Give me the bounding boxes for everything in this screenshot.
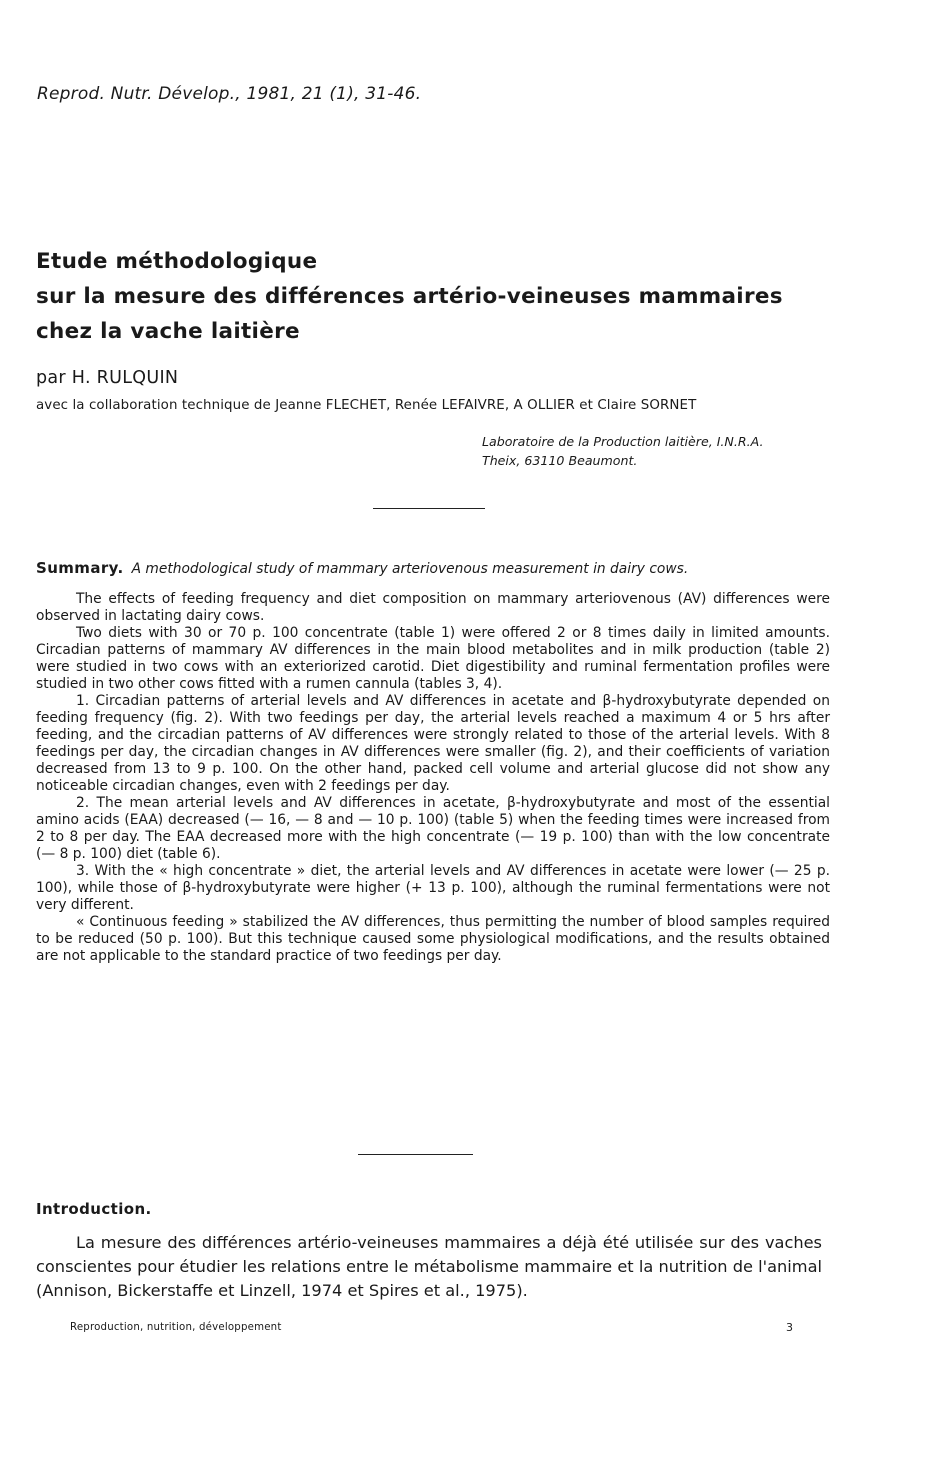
summary-subtitle: A methodological study of mammary arteriovenous measurement in dairy cows. <box>131 561 689 577</box>
introduction-section <box>36 1231 822 1303</box>
title-line-2: sur la mesure des différences artério-veineuses mammaires <box>36 284 783 309</box>
affiliation-line-2: Theix, 63110 Beaumont. <box>482 453 638 468</box>
summary-paragraph: 1. Circadian patterns of arterial levels and AV differences in acetate and β-hydroxybutyrate depended on feeding frequency (fig. 2). With two feedings per day, the arterial levels reached a maximum 4 or 5 hrs after feeding, and the circadian patterns of AV differences were strongly related to those of the arterial levels. With 8 feedings per day, the circadian changes in AV differences were smaller (fig. 2), and their coefficients of variation decreased from 13 to 9 p. 100. On the other hand, packed cell volume and arterial glucose did not show any noticeable circadian changes, even with 2 feedings per day. <box>36 693 830 794</box>
summary-paragraph: Two diets with 30 or 70 p. 100 concentrate (table 1) were offered 2 or 8 times daily in limited amounts. Circadian patterns of mammary AV differences in the main blood metabolites and in milk production (table 2) were studied in two cows with an exteriorized carotid. Diet digestibility and ruminal fermentation profiles were studied in two other cows fitted with a rumen cannula (tables 3, 4). <box>36 625 830 692</box>
author-line: par H. RULQUIN <box>36 368 179 388</box>
title-line-3: chez la vache laitière <box>36 319 300 344</box>
summary-section <box>36 560 830 965</box>
journal-citation: Reprod. Nutr. Dévelop., 1981, 21 (1), 31-46. <box>37 84 422 104</box>
summary-paragraph: « Continuous feeding » stabilized the AV differences, thus permitting the number of blood samples required to be reduced (50 p. 100). But this technique caused some physiological modifications, and the results obtained are not applicable to the standard practice of two feedings per day. <box>36 914 830 964</box>
introduction-heading: Introduction. <box>36 1200 152 1218</box>
introduction-paragraph: La mesure des différences artério-veineuses mammaires a déjà été utilisée sur des vaches conscientes pour étudier les relations entre le métabolisme mammaire et la nutrition de l'animal (Annison, Bickerstaffe et Linzell, 1974 et Spires et al., 1975). <box>36 1233 822 1300</box>
summary-paragraph: The effects of feeding frequency and diet composition on mammary arteriovenous (AV) differences were observed in lactating dairy cows. <box>36 591 830 624</box>
paper-title <box>36 244 836 349</box>
section-divider <box>373 508 485 509</box>
summary-label: Summary. <box>36 559 124 577</box>
summary-paragraph: 2. The mean arterial levels and AV differences in acetate, β-hydroxybutyrate and most of the essential amino acids (EAA) decreased (— 16, — 8 and — 10 p. 100) (table 5) when the feeding times were increased from 2 to 8 per day. The EAA decreased more with the high concentrate (— 19 p. 100) than with the low concentrate (— 8 p. 100) diet (table 6). <box>36 795 830 862</box>
summary-paragraph: 3. With the « high concentrate » diet, the arterial levels and AV differences in acetate were lower (— 25 p. 100), while those of β-hydroxybutyrate were higher (+ 13 p. 100), although the ruminal fermentations were not very different. <box>36 863 830 913</box>
affiliation-line-1: Laboratoire de la Production laitière, I.N.R.A. <box>482 434 764 449</box>
title-line-1: Etude méthodologique <box>36 249 318 274</box>
page-number: 3 <box>786 1321 793 1334</box>
collaboration-line: avec la collaboration technique de Jeanne FLECHET, Renée LEFAIVRE, A OLLIER et Claire SORNET <box>36 398 697 413</box>
summary-heading <box>36 560 830 578</box>
section-divider <box>358 1154 473 1155</box>
footer-journal-name: Reproduction, nutrition, développement <box>70 1322 282 1333</box>
affiliation <box>482 432 763 470</box>
